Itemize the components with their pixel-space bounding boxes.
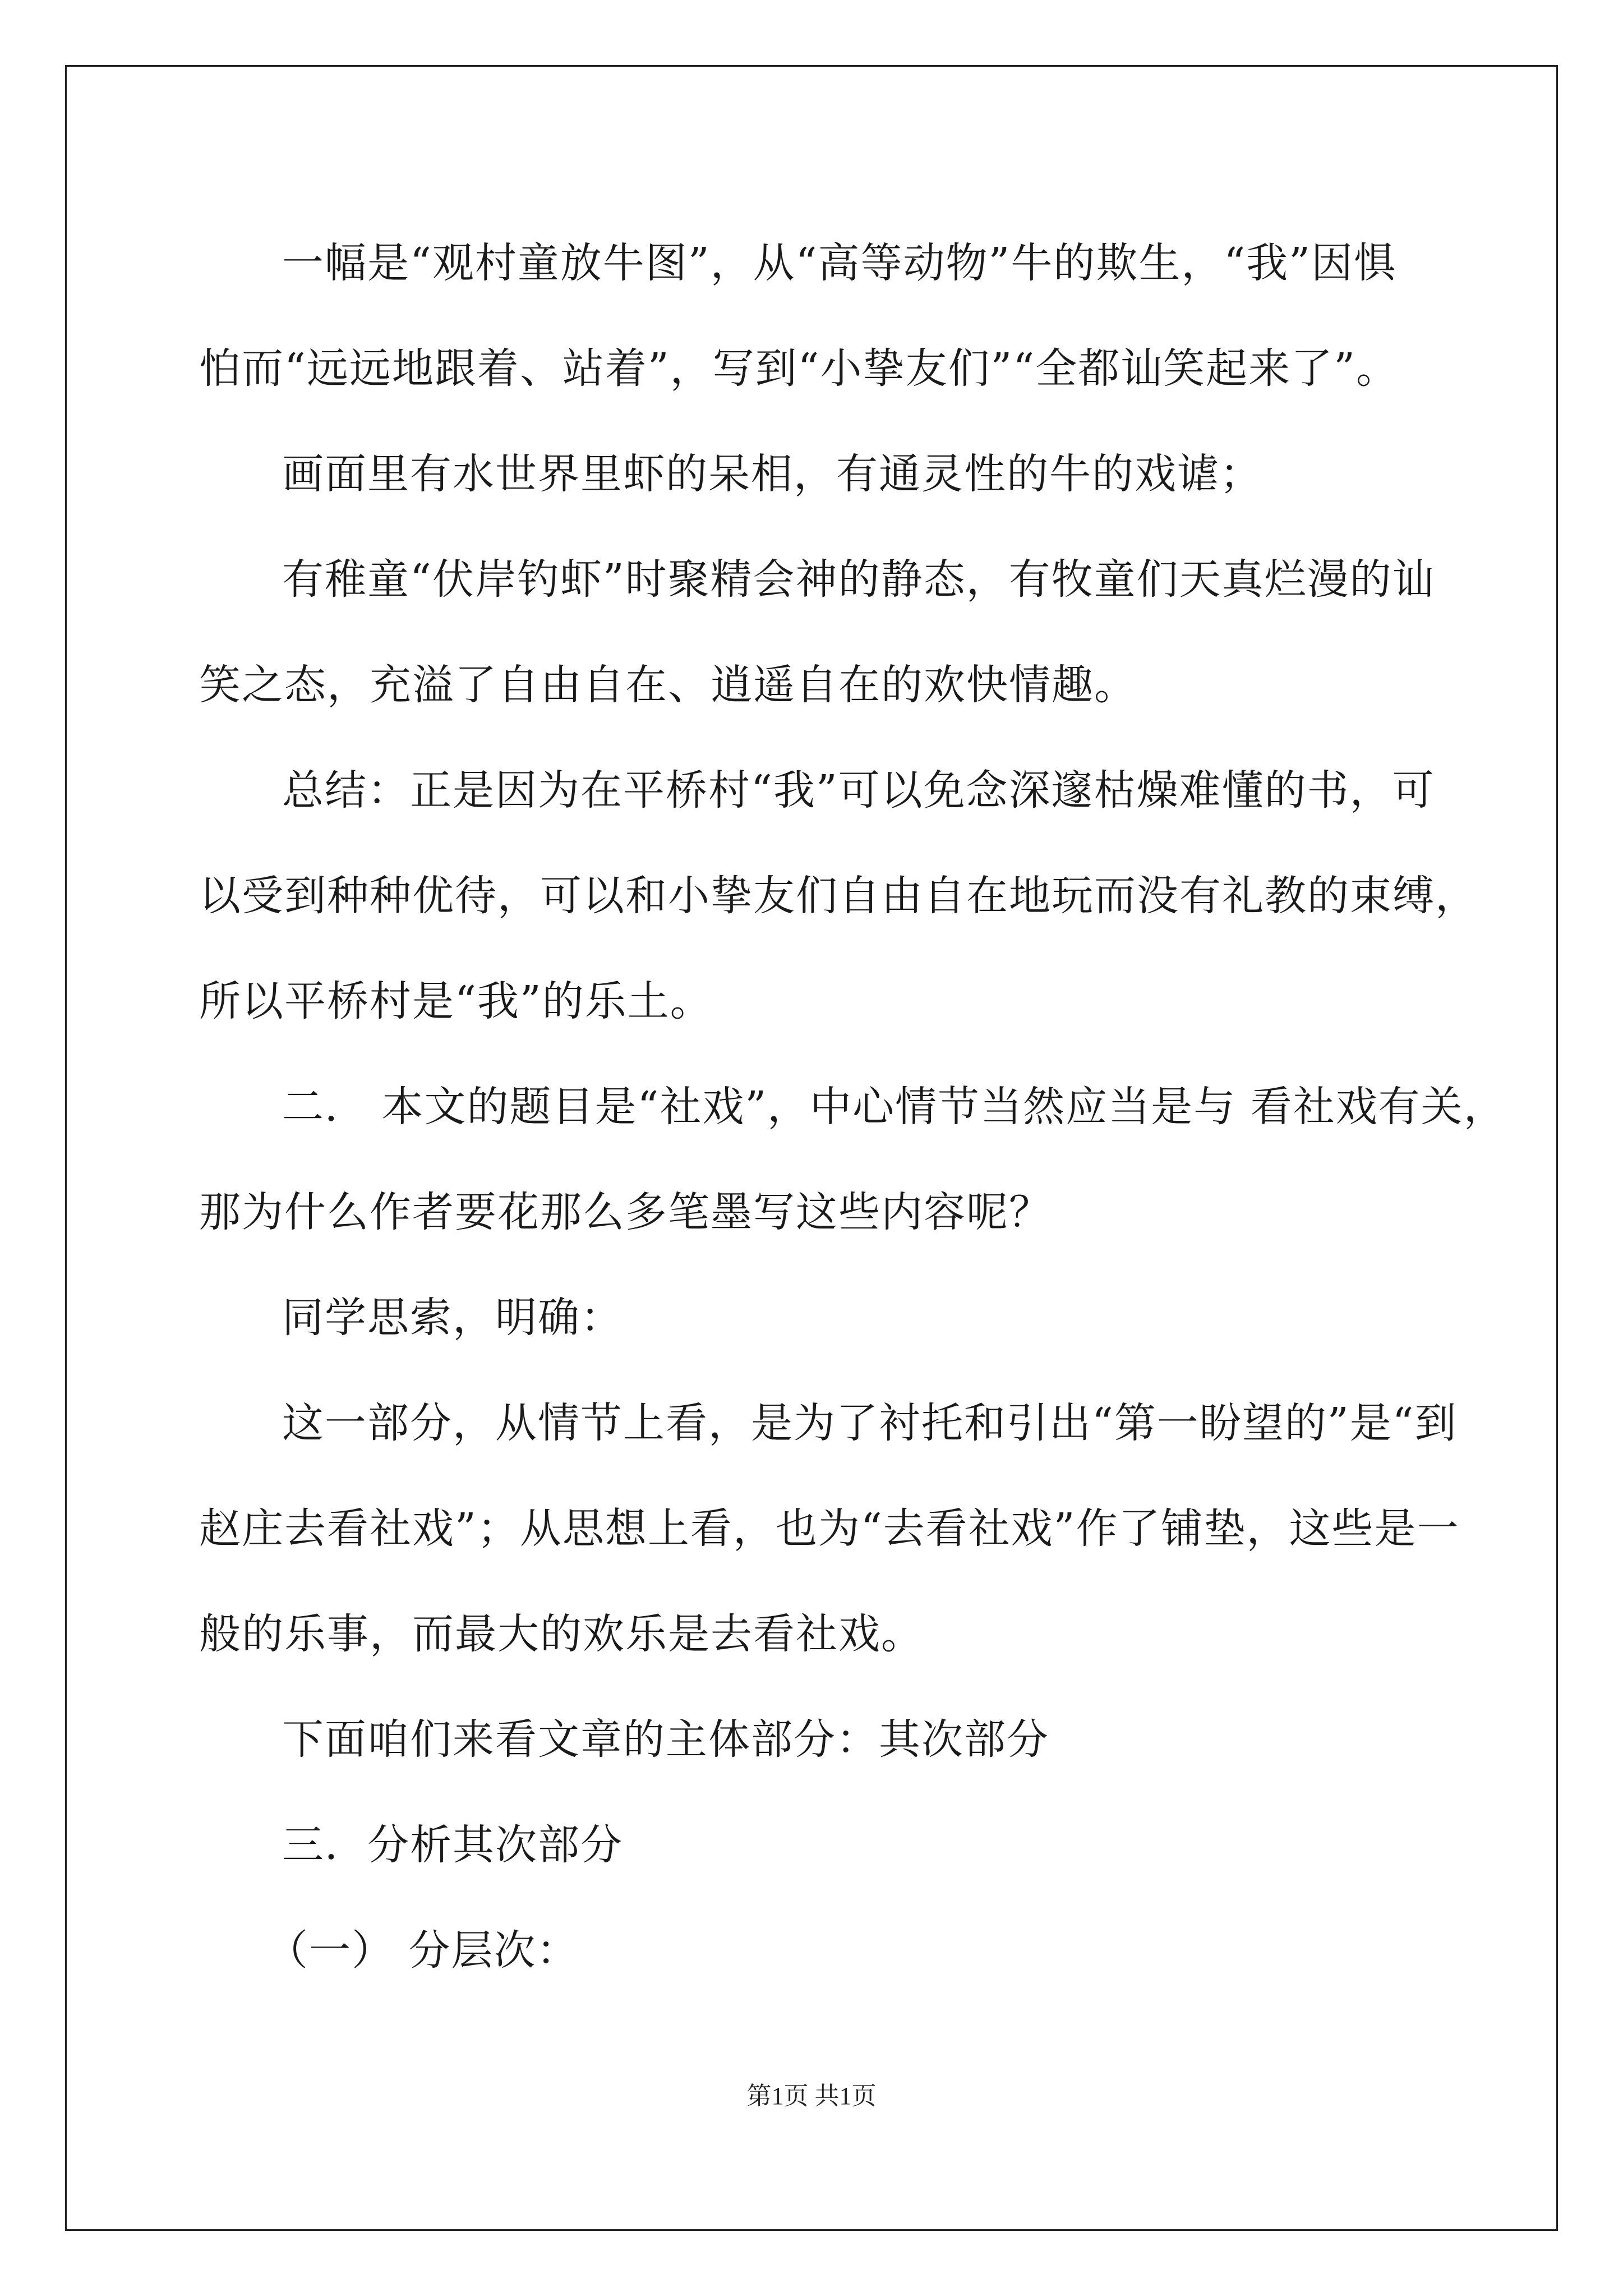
paragraph-line: 那为什么作者要花那么多笔墨写这些内容呢？: [199, 1188, 1052, 1236]
paragraph-line: 三．分析其次部分: [282, 1821, 623, 1869]
document-body: [199, 210, 1506, 2003]
paragraph-line: 画面里有水世界里虾的呆相，有通灵性的牛的戏谑；: [282, 450, 1262, 498]
paragraph-line: 般的乐事，而最大的欢乐是去看社戏。: [199, 1610, 924, 1658]
paragraph-line: 赵庄去看社戏”；从思想上看，也为“去看社戏”作了铺垫，这些是一: [199, 1504, 1460, 1553]
paragraph-line: 笑之态，充溢了自由自在、逍遥自在的欢快情趣。: [199, 661, 1137, 709]
paragraph-line: 怕而“远远地跟着、站着”，写到“小挚友们”“全都讪笑起来了”。: [199, 344, 1399, 393]
paragraph-line: 二． 本文的题目是“社戏”，中心情节当然应当是与 看社戏有关，: [282, 1083, 1506, 1131]
paragraph-line: 所以平桥村是“我”的乐土。: [199, 977, 713, 1025]
page-footer: 第1页 共1页: [746, 2082, 877, 2110]
paragraph-line: 下面咱们来看文章的主体部分：其次部分: [282, 1715, 1049, 1764]
paragraph-line: 总结：正是因为在平桥村“我”可以免念深邃枯燥难懂的书，可: [282, 766, 1435, 815]
paragraph-line: 以受到种种优待，可以和小挚友们自由自在地玩而没有礼教的束缚，: [199, 872, 1478, 920]
paragraph-line: 有稚童“伏岸钓虾”时聚精会神的静态，有牧童们天真烂漫的讪: [282, 555, 1435, 604]
paragraph-line: 一幅是“观村童放牛图”，从“高等动物”牛的欺生，“我”因惧: [282, 239, 1396, 287]
paragraph-line: （一） 分层次：: [266, 1926, 579, 1975]
paragraph-line: 这一部分，从情节上看，是为了衬托和引出“第一盼望的”是“到: [282, 1399, 1458, 1447]
paragraph-line: 同学思索，明确：: [282, 1294, 623, 1342]
